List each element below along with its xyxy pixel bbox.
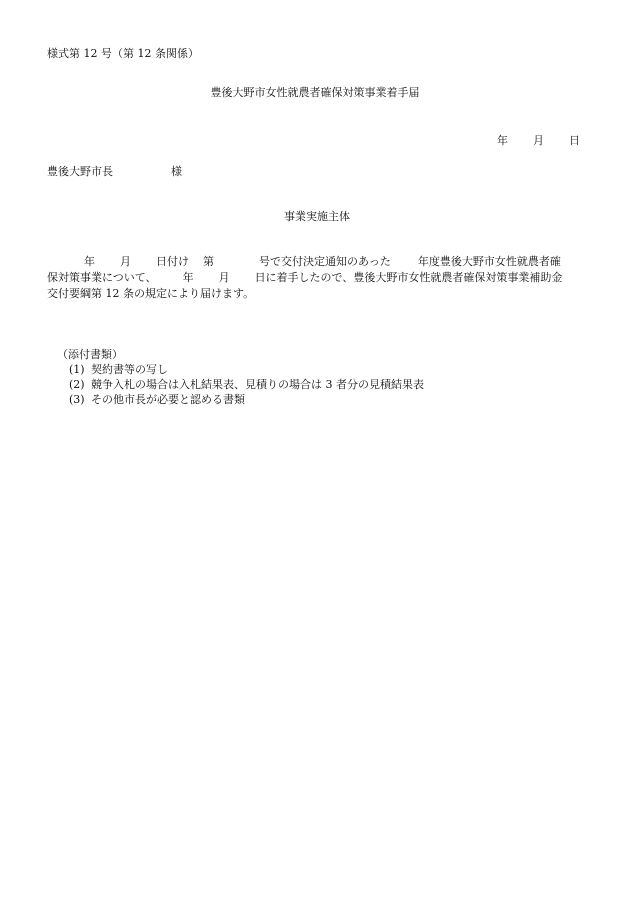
body-number-prefix: 第 <box>203 255 214 268</box>
document-title: 豊後大野市女性就農者確保対策事業着手届 <box>210 86 420 99</box>
body-line-1 <box>47 254 587 270</box>
attachment-text: その他市長が必要と認める書類 <box>91 393 245 406</box>
form-number: 様式第 12 号（第 12 条関係） <box>47 47 199 60</box>
body-dated: 日付け <box>156 255 189 268</box>
body-month: 月 <box>120 255 131 268</box>
date-year: 年 <box>497 134 508 147</box>
body-text <box>47 254 587 302</box>
body-started: 日に着手したので、豊後大野市女性就農者確保対策事業補助金 <box>254 271 563 284</box>
attachment-number: (3) <box>69 393 85 406</box>
attachment-item <box>69 392 424 407</box>
body-fiscal-year-project: 年度豊後大野市女性就農者確 <box>417 255 561 268</box>
addressee-honorific: 様 <box>171 165 182 178</box>
attachments-heading: （添付書類） <box>57 348 123 361</box>
body-line-2 <box>47 270 587 286</box>
attachment-number: (1) <box>69 363 85 376</box>
applicant-label: 事業実施主体 <box>284 210 350 223</box>
body-line-3: 交付要綱第 12 条の規定により届けます。 <box>47 287 255 300</box>
addressee-name: 豊後大野市長 <box>47 165 113 178</box>
date-day: 日 <box>569 134 580 147</box>
attachment-text: 契約書等の写し <box>91 363 168 376</box>
body-notice: 号で交付決定通知のあった <box>259 255 391 268</box>
date-month: 月 <box>533 134 544 147</box>
attachment-item <box>69 377 424 392</box>
attachment-item <box>69 362 424 377</box>
body-project-about: 保対策事業について、 <box>47 271 157 284</box>
attachments-list <box>57 347 424 407</box>
attachment-number: (2) <box>69 378 85 391</box>
body-start-month: 月 <box>218 271 230 284</box>
attachment-text: 競争入札の場合は入札結果表、見積りの場合は 3 者分の見積結果表 <box>91 378 424 391</box>
body-year: 年 <box>84 255 95 268</box>
addressee <box>47 166 182 177</box>
body-start-year: 年 <box>182 271 194 284</box>
date-line <box>497 135 580 146</box>
